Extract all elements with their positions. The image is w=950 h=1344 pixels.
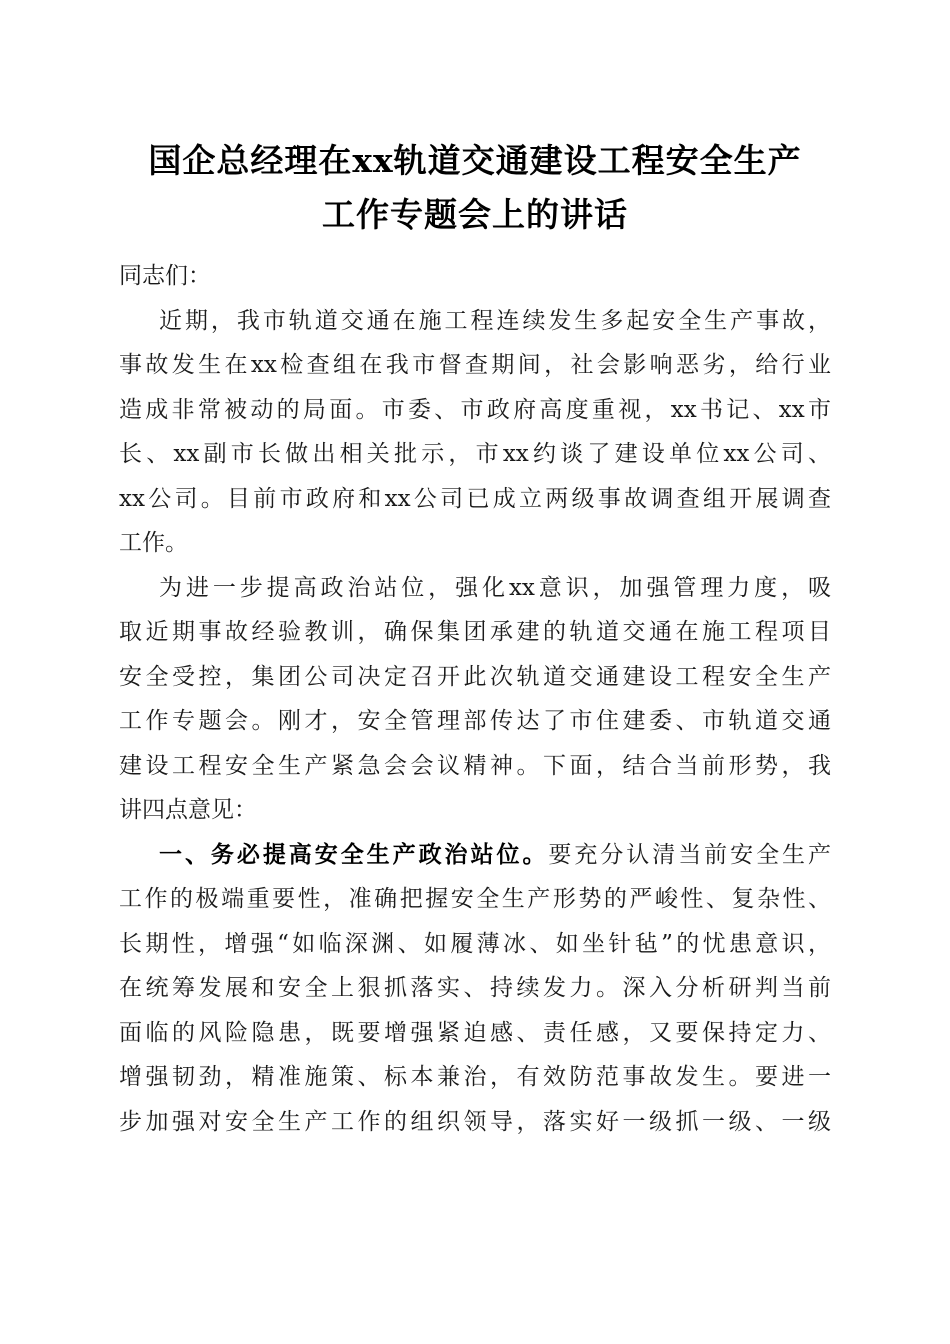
para1-line: 造成非常被动的局面。市委、市政府高度重视，xx书记、xx市 [119,396,831,423]
para3-line: 长期性，增强“如临深渊、如履薄冰、如坐针毡”的忧患意识， [119,930,831,957]
document-body [119,254,831,1144]
para1-line: 近期，我市轨道交通在施工程连续发生多起安全生产事故， [159,307,831,334]
para2-line: 取近期事故经验教训，确保集团承建的轨道交通在施工程项目 [119,619,831,645]
para2-line: 工作专题会。刚才，安全管理部传达了市住建委、市轨道交通 [119,708,831,734]
title-line-1: 国企总经理在xx轨道交通建设工程安全生产 [148,141,802,180]
para2-line: 安全受控，集团公司决定召开此次轨道交通建设工程安全生产 [119,663,831,690]
para3-line: 在统筹发展和安全上狠抓落实、持续发力。深入分析研判当前 [119,975,831,1001]
para1-line: 工作。 [119,530,188,556]
para3-line: 增强韧劲，精准施策、标本兼治，有效防范事故发生。要进一 [119,1064,831,1090]
para3-line: 面临的风险隐患，既要增强紧迫感、责任感，又要保持定力、 [119,1019,831,1046]
para1-line: xx公司。目前市政府和xx公司已成立两级事故调查组开展调查 [119,485,831,512]
para1-line: 长、xx副市长做出相关批示，市xx约谈了建设单位xx公司、 [119,441,831,467]
para3-first-rest: 要充分认清当前安全生产 [548,841,832,868]
para3-line: 工作的极端重要性，准确把握安全生产形势的严峻性、复杂性、 [119,886,831,912]
para1-line: 事故发生在xx检查组在我市督查期间，社会影响恶劣，给行业 [119,352,831,378]
para2-line: 为进一步提高政治站位，强化xx意识，加强管理力度，吸 [159,574,831,601]
para2-line: 建设工程安全生产紧急会会议精神。下面，结合当前形势，我 [119,752,831,779]
salutation: 同志们： [119,263,211,289]
title-line-2: 工作专题会上的讲话 [322,195,628,234]
para2-line: 讲四点意见： [119,797,257,823]
document-title [100,134,850,242]
section-heading: 一、务必提高安全生产政治站位。 [159,840,549,868]
para3-line: 步加强对安全生产工作的组织领导，落实好一级抓一级、一级 [119,1108,831,1135]
para3-first-line [119,833,831,878]
